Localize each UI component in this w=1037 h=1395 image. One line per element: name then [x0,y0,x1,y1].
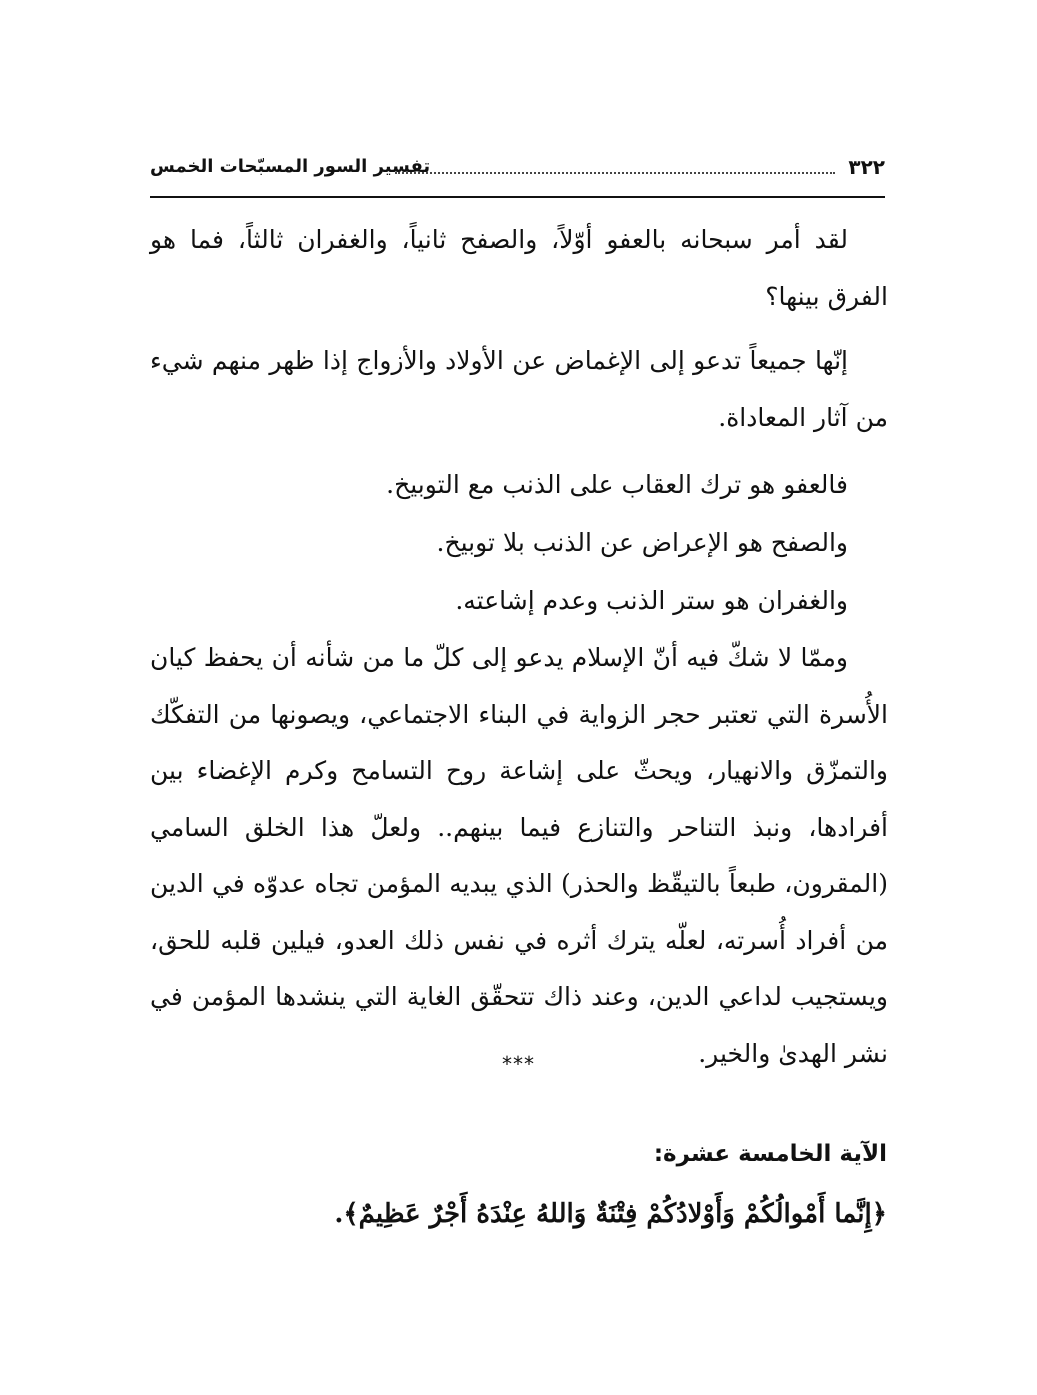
page-number: ٣٢٢ [848,155,885,179]
body-text [150,212,888,1082]
header-rule [150,196,885,198]
paragraph-question: لقد أمر سبحانه بالعفو أوّلاً، والصفح ثانياً، والغفران ثالثاً، فما هو الفرق بينها؟ [150,225,888,311]
section-separator: *** [502,1052,535,1076]
definition-overlook: والصفح هو الإعراض عن الذنب بلا توبيخ. [436,528,848,557]
quran-verse: ﴿إِنَّما أَمْوالُكُمْ وَأَوْلادُكُمْ فِتْنَةٌ وَاللهُ عِنْدَهُ أَجْرٌ عَظِيمٌ﴾. [334,1199,887,1229]
section-heading: الآية الخامسة عشرة: [653,1141,887,1167]
header-dot-leader [395,172,835,174]
page-header [150,152,885,186]
definition-forgiveness: والغفران هو ستر الذنب وعدم إشاعته. [455,586,848,615]
paragraph-answer: إنّها جميعاً تدعو إلى الإغماض عن الأولاد والأزواج إذا ظهر منهم شيء من آثار المعاداة. [150,346,888,432]
definition-pardon: فالعفو هو ترك العقاب على الذنب مع التوبيخ. [386,470,848,499]
paragraph-closing: وممّا لا شكّ فيه أنّ الإسلام يدعو إلى كلّ ما من شأنه أن يحفظ كيان الأُسرة التي تعتبر حجر الزواية في البناء الاجتماعي، ويصونها من التفكّك والتمزّق والانهيار، ويحثّ على إشاعة روح التسامح وكرم الإغضاء بين أفرادها، ونبذ التناحر والتنازع فيما بينهم.. ولعلّ هذا الخلق السامي (المقرون، طبعاً بالتيقّظ والحذر) الذي يبديه المؤمن تجاه عدوّه في الدين من أفراد أُسرته، لعلّه يترك أثره في نفس ذلك العدو، فيلين قلبه للحق، ويستجيب لداعي الدين، وعند ذاك تتحقّق الغاية التي ينشدها المؤمن في نشر الهدىٰ والخير. [150,643,888,1068]
running-title: تفسير السور المسبّحات الخمس [150,156,431,177]
